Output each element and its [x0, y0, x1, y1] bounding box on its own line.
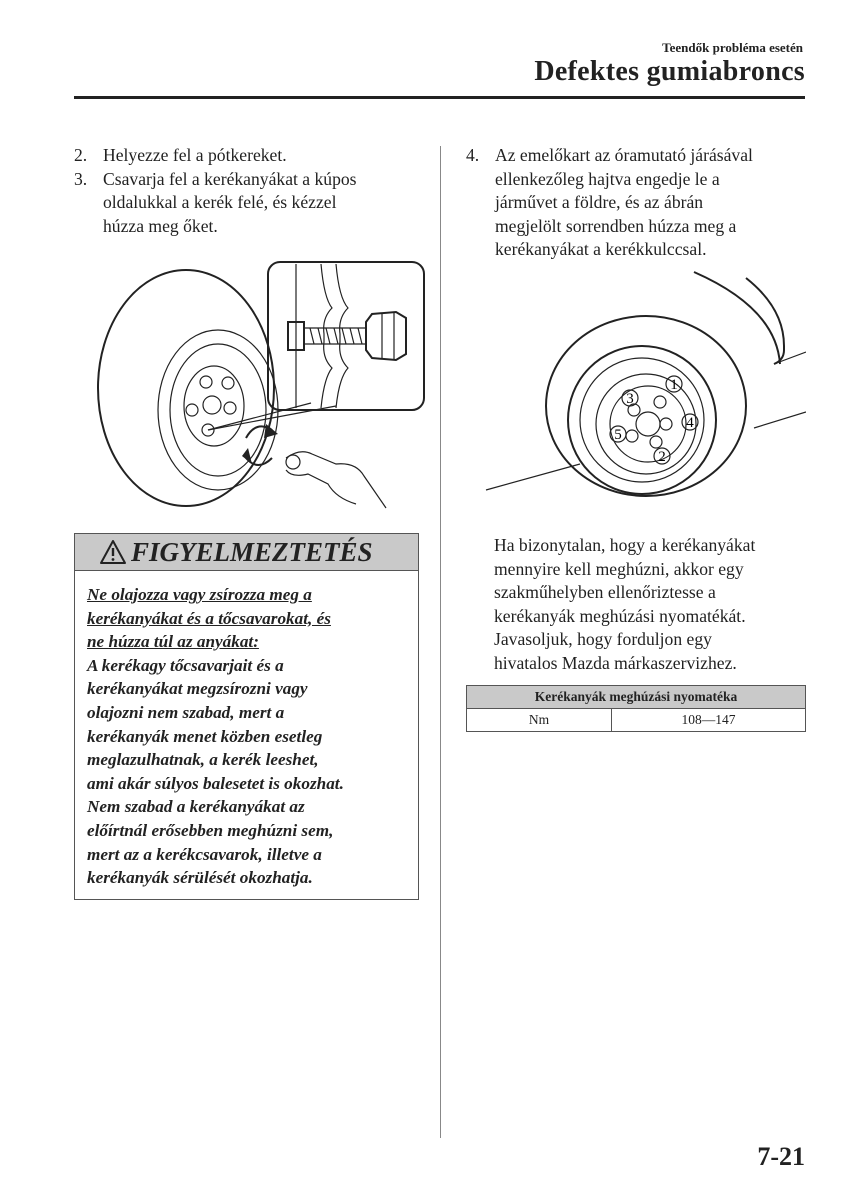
- note-line: szakműhelyben ellenőriztesse a: [494, 582, 716, 602]
- note-line: Ha bizonytalan, hogy a kerékanyákat: [494, 535, 756, 555]
- table-header-row: [467, 686, 806, 709]
- unit-cell: Nm: [467, 709, 612, 732]
- order-label-4: 4: [686, 415, 694, 431]
- step-number: 4.: [466, 145, 480, 165]
- warning-line: kerékanyák sérülését okozhatja.: [87, 868, 313, 888]
- step-3: [74, 168, 434, 240]
- warning-text: [87, 583, 344, 890]
- section-title: Teendők probléma esetén: [662, 40, 803, 55]
- step-number: 2.: [74, 145, 88, 165]
- torque-table: [466, 685, 806, 732]
- order-label-1: 1: [670, 377, 678, 393]
- step-text: ellenkezőleg hajtva engedje le a: [495, 168, 720, 189]
- step-text: húzza meg őket.: [103, 215, 218, 236]
- torque-note: [494, 534, 814, 675]
- header-rule: [74, 96, 805, 99]
- page-title: Defektes gumiabroncs: [534, 56, 805, 87]
- warning-line: előírtnál erősebben meghúzni sem,: [87, 820, 334, 840]
- step-2: [74, 144, 434, 168]
- value-cell: 108—147: [612, 709, 806, 732]
- step-text: Helyezze fel a pótkereket.: [103, 145, 287, 165]
- warning-line: olajozni nem szabad, mert a: [87, 702, 285, 722]
- order-label-3: 3: [626, 391, 634, 407]
- warning-line: A kerékagy tőcsavarjait és a: [87, 655, 284, 675]
- table-header: Kerékanyák meghúzási nyomatéka: [467, 686, 806, 709]
- note-line: Javasoljuk, hogy forduljon egy: [494, 629, 712, 649]
- table-row: [467, 709, 806, 732]
- note-line: mennyire kell meghúzni, akkor egy: [494, 558, 744, 579]
- warning-line: kerékanyákat és a tőcsavarokat, és: [87, 608, 331, 628]
- step-text: kerékanyákat a kerékkulccsal.: [495, 239, 707, 259]
- note-line: hivatalos Mazda márkaszervizhez.: [494, 652, 737, 673]
- warning-triangle-icon: [99, 539, 127, 565]
- warning-box: [74, 533, 419, 900]
- note-line: kerékanyák meghúzási nyomatékát.: [494, 605, 746, 626]
- page-number: 7-21: [757, 1142, 805, 1171]
- step-text: oldalukkal a kerék felé, és kézzel: [103, 192, 337, 212]
- wheel-nut-installation-illustration: [96, 258, 426, 520]
- warning-line: ne húzza túl az anyákat:: [87, 632, 259, 652]
- warning-line: ami akár súlyos balesetet is okozhat.: [87, 773, 344, 793]
- order-label-2: 2: [658, 449, 666, 465]
- warning-line: Nem szabad a kerékanyákat az: [87, 797, 305, 817]
- step-text: Az emelőkart az óramutató járásával: [495, 145, 753, 165]
- step-number: 3.: [74, 168, 88, 189]
- warning-line: mert az a kerékcsavarok, illetve a: [87, 844, 322, 864]
- column-divider: [440, 146, 441, 1138]
- step-text: Csavarja fel a kerékanyákat a kúpos: [103, 168, 357, 189]
- warning-line: Ne olajozza vagy zsírozza meg a: [87, 585, 312, 604]
- warning-header: [75, 534, 418, 571]
- order-label-5: 5: [614, 427, 622, 443]
- step-text: megjelölt sorrendben húzza meg a: [495, 215, 737, 236]
- step-4: [466, 144, 811, 264]
- step-text: járművet a földre, és az ábrán: [495, 192, 704, 212]
- warning-line: meglazulhatnak, a kerék leeshet,: [87, 750, 319, 770]
- tightening-order-illustration: [484, 268, 806, 500]
- warning-line: kerékanyák menet közben esetleg: [87, 726, 323, 746]
- warning-line: kerékanyákat megzsírozni vagy: [87, 679, 308, 699]
- warning-title: FIGYELMEZTETÉS: [131, 537, 373, 567]
